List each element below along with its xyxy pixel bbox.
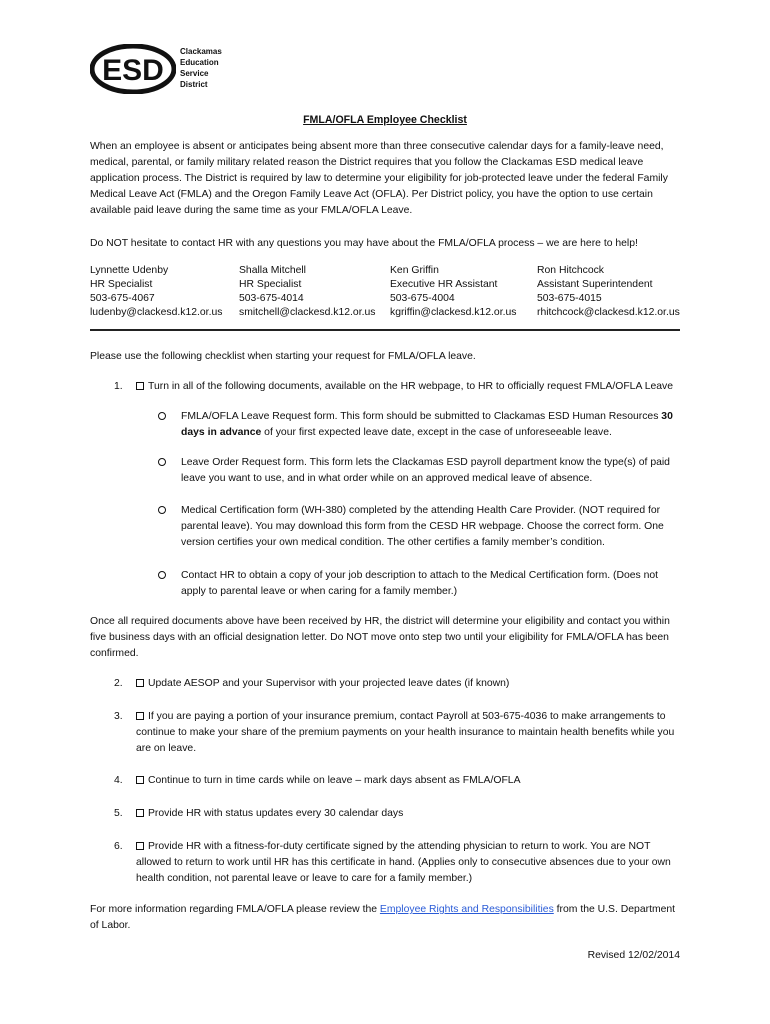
step-text: Turn in all of the following documents, available on the HR webpage, to HR to officially request FMLA/OFLA Leave <box>148 381 674 392</box>
org-name <box>180 46 222 90</box>
checkbox-icon[interactable] <box>136 679 144 687</box>
intro-paragraph: When an employee is absent or anticipates being absent more than three consecutive calendar days for a family-leave need, medical, parental, or family military related reason the District requires that you follow the Clackamas ESD medical leave application process. The District is required by law to determine your eligibility for job-protected leave under the federal Family Medical Leave Act (FMLA) and the Oregon Family Leave Act (OFLA). Per District policy, you have the option to use certain available paid leave during the same time as your FMLA/OFLA Leave. <box>90 141 668 216</box>
eligibility-note: Once all required documents above have been received by HR, the district will determine your eligibility and contact you within five business days with an official designation letter. Do NOT move onto step two until your eligibility for FMLA/OFLA has been confirmed. <box>90 616 670 659</box>
checkbox-icon[interactable] <box>136 842 144 850</box>
footer-text: For more information regarding FMLA/OFLA please review the <box>90 904 380 915</box>
contact-prompt: Do NOT hesitate to contact HR with any questions you may have about the FMLA/OFLA process – we are here to help! <box>90 238 638 249</box>
step-number: 3. <box>114 711 123 722</box>
footer-note <box>90 902 680 934</box>
contact-email: rhitchcock@clackesd.k12.or.us <box>537 307 680 318</box>
section-divider <box>90 329 680 331</box>
contact-list <box>90 264 682 324</box>
checkbox-icon[interactable] <box>136 712 144 720</box>
checkbox-icon[interactable] <box>136 776 144 784</box>
step-text: If you are paying a portion of your insurance premium, contact Payroll at 503-675-4036 to make arrangements to continue to make your share of the premium payments on your health insurance to maintain health benefits while you are on leave. <box>136 711 675 754</box>
step-text: Continue to turn in time cards while on leave – mark days absent as FMLA/OFLA <box>148 775 521 786</box>
contact-card <box>390 264 538 320</box>
step-text: Update AESOP and your Supervisor with your projected leave dates (if known) <box>148 678 510 689</box>
contact-phone: 503-675-4015 <box>537 293 602 304</box>
step-number: 2. <box>114 678 123 689</box>
contact-title: HR Specialist <box>239 279 302 290</box>
contact-title: Executive HR Assistant <box>390 279 498 290</box>
contact-card <box>90 264 238 320</box>
step-number: 5. <box>114 808 123 819</box>
contact-email: ludenby@clackesd.k12.or.us <box>90 307 223 318</box>
doc-text-end: of your first expected leave date, except in the case of unforeseeable leave. <box>261 427 612 438</box>
step-text: Provide HR with a fitness-for-duty certificate signed by the attending physician to return to work. You are NOT allowed to return to work until HR has this certificate in hand. (Applies only to consecutive absences due to your own health condition, not parental leave or leave to care for a family member.) <box>136 841 671 884</box>
contact-name: Ken Griffin <box>390 265 439 276</box>
esd-logo <box>90 44 240 94</box>
footer-text-end: from the U.S. Department of Labor. <box>90 904 676 931</box>
checklist-intro: Please use the following checklist when starting your request for FMLA/OFLA leave. <box>90 351 476 362</box>
org-line: Service <box>180 69 209 78</box>
contact-title: HR Specialist <box>90 279 153 290</box>
doc-text: Contact HR to obtain a copy of your job description to attach to the Medical Certification form. (Does not apply to parental leave or when caring for a family member.) <box>181 570 659 597</box>
logo-letters: ESD <box>102 54 164 87</box>
org-line: Education <box>180 58 219 67</box>
step-number: 1. <box>114 381 123 392</box>
page-title: FMLA/OFLA Employee Checklist <box>303 114 467 126</box>
checkbox-icon[interactable] <box>136 382 144 390</box>
circle-bullet-icon <box>158 571 166 579</box>
step-number: 4. <box>114 775 123 786</box>
circle-bullet-icon <box>158 458 166 466</box>
step-text: Provide HR with status updates every 30 calendar days <box>148 808 404 819</box>
doc-text: FMLA/OFLA Leave Request form. This form should be submitted to Clackamas ESD Human Resources <box>181 411 662 422</box>
contact-title: Assistant Superintendent <box>537 279 653 290</box>
circle-bullet-icon <box>158 412 166 420</box>
step-number: 6. <box>114 841 123 852</box>
contact-name: Shalla Mitchell <box>239 265 306 276</box>
checkbox-icon[interactable] <box>136 809 144 817</box>
doc-emphasis: 30 days in advance <box>181 411 673 438</box>
contact-email: kgriffin@clackesd.k12.or.us <box>390 307 517 318</box>
doc-text: Leave Order Request form. This form lets the Clackamas ESD payroll department know the type(s) of paid leave you want to use, and in what order while on an approved medical leave of absence. <box>181 457 670 484</box>
org-line: Clackamas <box>180 47 222 56</box>
contact-phone: 503-675-4067 <box>90 293 155 304</box>
contact-phone: 503-675-4014 <box>239 293 304 304</box>
doc-text: Medical Certification form (WH-380) completed by the attending Health Care Provider. (NOT required for parental leave). You may download this form from the CESD HR webpage. Choose the correct form. One version certifies your own medical condition. The other certifies a family member’s condition. <box>181 505 664 548</box>
employee-rights-link[interactable]: Employee Rights and Responsibilities <box>379 904 554 915</box>
contact-name: Ron Hitchcock <box>537 265 604 276</box>
circle-bullet-icon <box>158 506 166 514</box>
contact-phone: 503-675-4004 <box>390 293 455 304</box>
revision-date: Revised 12/02/2014 <box>587 950 680 961</box>
esd-logo-mark <box>90 44 176 94</box>
contact-card <box>537 264 685 320</box>
contact-email: smitchell@clackesd.k12.or.us <box>239 307 376 318</box>
org-line: District <box>180 80 208 89</box>
contact-name: Lynnette Udenby <box>90 265 169 276</box>
contact-card <box>239 264 387 320</box>
